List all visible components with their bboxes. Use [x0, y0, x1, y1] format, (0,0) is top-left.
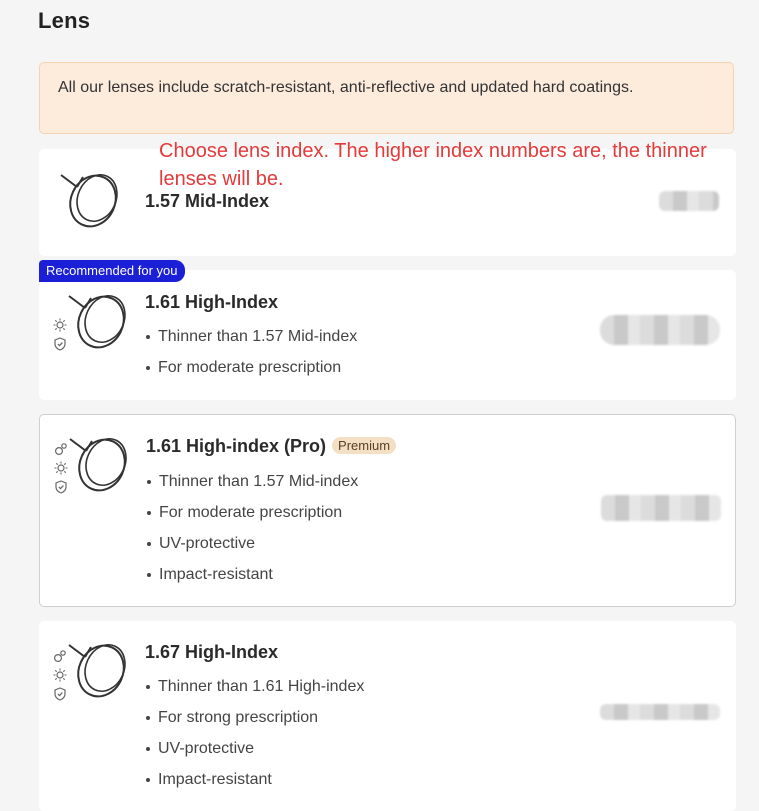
- feature-item: Thinner than 1.61 High-index: [145, 671, 364, 702]
- feature-item: Impact-resistant: [145, 764, 364, 795]
- feature-list: [145, 321, 357, 383]
- feature-item: For strong prescription: [145, 702, 364, 733]
- feature-list: [146, 466, 358, 590]
- lens-disc-icon: [67, 639, 129, 701]
- impact-icon: [54, 442, 68, 456]
- feature-item: For moderate prescription: [145, 352, 357, 383]
- price-blurred: [601, 495, 721, 521]
- feature-item: Impact-resistant: [146, 559, 358, 590]
- shield-icon: [53, 687, 67, 701]
- sun-icon: [53, 668, 67, 682]
- feature-item: UV-protective: [145, 733, 364, 764]
- lens-option-161-pro[interactable]: [39, 414, 736, 607]
- shield-icon: [54, 480, 68, 494]
- option-title: 1.61 High-Index: [145, 292, 279, 312]
- lens-disc-icon: [68, 433, 130, 495]
- section-title: Lens: [38, 8, 91, 33]
- price-blurred: [659, 191, 719, 211]
- sun-icon: [54, 461, 68, 475]
- annotation-note: Choose lens index. The higher index numbers are, the thinner lenses will be.: [159, 140, 707, 190]
- option-title: [146, 436, 396, 457]
- option-title: 1.57 Mid-Index: [145, 191, 270, 211]
- sun-icon: [53, 318, 67, 332]
- lens-option-161[interactable]: [39, 263, 736, 400]
- impact-icon: [53, 649, 67, 663]
- feature-list: [145, 671, 364, 795]
- feature-item: UV-protective: [146, 528, 358, 559]
- lens-option-167[interactable]: [39, 621, 736, 811]
- shield-icon: [53, 337, 67, 351]
- price-blurred: [600, 704, 720, 720]
- feature-item: For moderate prescription: [146, 497, 358, 528]
- price-blurred: [600, 315, 720, 345]
- option-title: 1.67 High-Index: [145, 642, 279, 662]
- coatings-notice: All our lenses include scratch-resistant, anti-reflective and updated hard coatings.: [39, 62, 734, 134]
- lens-disc-icon: [67, 290, 129, 352]
- feature-item: Thinner than 1.57 Mid-index: [146, 466, 358, 497]
- feature-item: Thinner than 1.57 Mid-index: [145, 321, 357, 352]
- recommended-badge: Recommended for you: [39, 260, 185, 282]
- option-title-text: 1.61 High-index (Pro): [146, 436, 327, 456]
- premium-badge: Premium: [332, 437, 396, 454]
- lens-disc-icon: [59, 169, 121, 231]
